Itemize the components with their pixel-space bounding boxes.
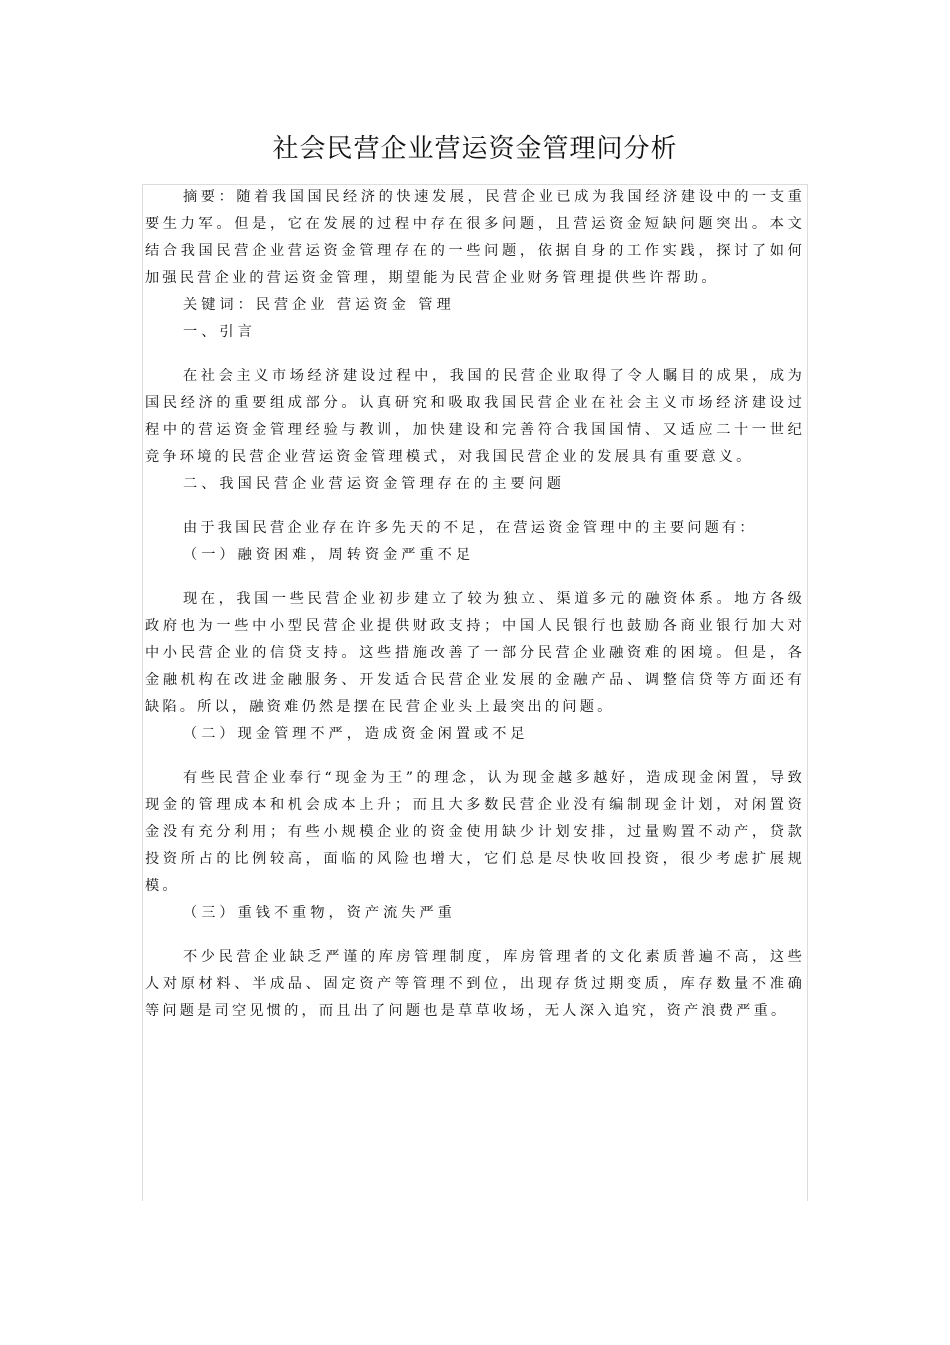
keywords-line: 关键词：民营企业 营运资金 管理 [183,297,455,313]
section-heading-introduction: 一、引言 [183,324,256,340]
section-heading-problems: 二、我国民营企业营运资金管理存在的主要问题 [183,476,565,492]
problems-intro-paragraph: 由于我国民营企业存在许多先天的不足，在营运资金管理中的主要问题有： [183,520,757,536]
subsection-heading-assets: （三）重钱不重物，资产流失严重 [183,905,456,921]
document-body [145,184,805,1025]
document-title: 社会民营企业营运资金管理问分析 [272,134,678,164]
subsection-heading-financing: （一）融资困难，周转资金严重不足 [183,547,475,563]
abstract-paragraph: 摘要：随着我国国民经济的快速发展，民营企业已成为我国经济建设中的一支重要生力军。但是，它在发展的过程中存在很多问题，且营运资金短缺问题突出。本文结合我国民营企业营运资金管理存在的一些问题，依据自身的工作实践，探讨了如何加强民营企业的营运资金管理，期望能为民营企业财务管理提供些许帮助。 [145,189,805,286]
assets-paragraph: 不少民营企业缺乏严谨的库房管理制度，库房管理者的文化素质普遍不高，这些人对原材料、半成品、固定资产等管理不到位，出现存货过期变质，库存数量不准确等问题是司空见惯的，而且出了问题也是草草收场，无人深入追究，资产浪费严重。 [145,949,805,1019]
financing-paragraph: 现在，我国一些民营企业初步建立了较为独立、渠道多元的融资体系。地方各级政府也为一些中小型民营企业提供财政支持；中国人民银行也鼓励各商业银行加大对中小民营企业的信贷支持。这些措施改善了一部分民营企业融资难的困境。但是，各金融机构在改进金融服务、开发适合民营企业发展的金融产品、调整信贷等方面还有缺陷。所以，融资难仍然是摆在民营企业头上最突出的问题。 [145,591,805,715]
introduction-paragraph: 在社会主义市场经济建设过程中，我国的民营企业取得了令人瞩目的成果，成为国民经济的重要组成部分。认真研究和吸取我国民营企业在社会主义市场经济建设过程中的营运资金管理经验与教训，加快建设和完善符合我国国情、又适应二十一世纪竞争环境的民营企业营运资金管理模式，对我国民营企业的发展具有重要意义。 [145,368,805,465]
cash-paragraph: 有些民营企业奉行“现金为王”的理念，认为现金越多越好，造成现金闲置，导致现金的管理成本和机会成本上升；而且大多数民营企业没有编制现金计划，对闲置资金没有充分利用；有些小规模企业的资金使用缺少计划安排，过量购置不动产，贷款投资所占的比例较高，面临的风险也增大，它们总是尽快收回投资，很少考虑扩展规模。 [145,770,805,894]
subsection-heading-cash: （二）现金管理不严，造成资金闲置或不足 [183,726,529,742]
